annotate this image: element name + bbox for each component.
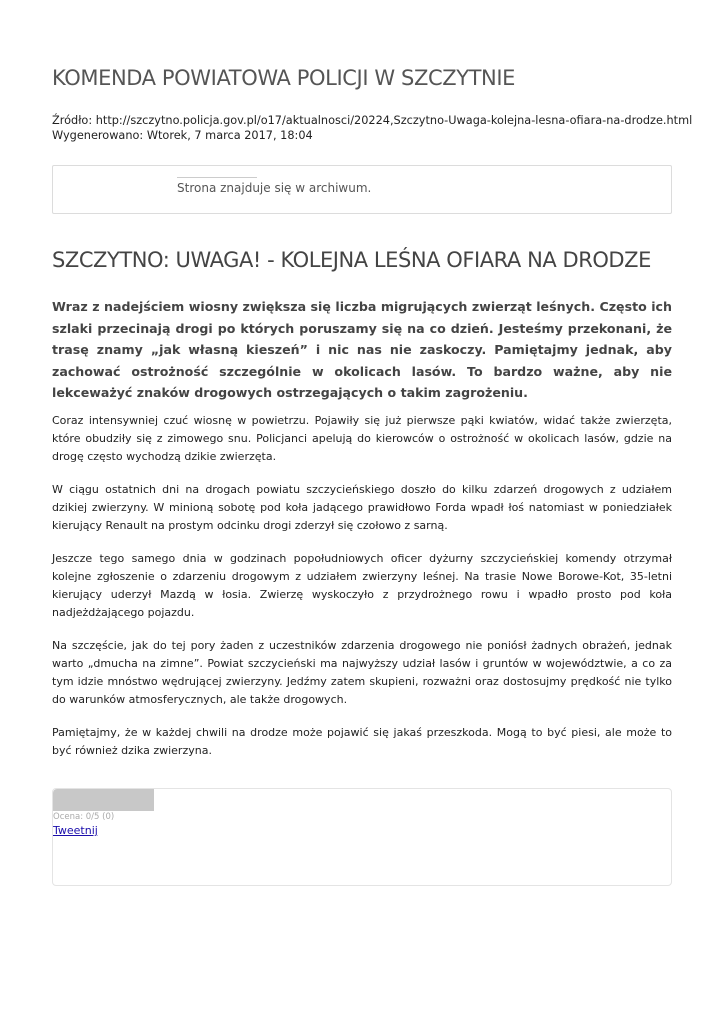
archive-notice-box <box>52 165 672 214</box>
article-paragraph: Na szczęście, jak do tej pory żaden z uczestników zdarzenia drogowego nie poniósł żadnych obrażeń, jednak warto „dmucha na zimne”. Powiat szczycieński ma najwyższy udział lasów i gruntów w województwie, a co za tym idzie mnóstwo wędrującej zwierzyny. Jedźmy zatem skupieni, rozważni oraz dostosujmy prędkość nie tylko do warunków atmosferycznych, ale także drogowych. <box>52 639 672 706</box>
rating-bar[interactable] <box>53 789 154 811</box>
article-paragraph: Jeszcze tego samego dnia w godzinach popołudniowych oficer dyżurny szczycieńskiej komendy otrzymał kolejne zgłoszenie o zdarzeniu drogowym z udziałem zwierzyny leśnej. Na trasie Nowe Borowe-Kot, 35-letni kierujący uderzył Mazdą w łosia. Zwierzę wyskoczyło z przydrożnego rowu i wpadło prosto pod koła nadjeżdżającego pojazdu. <box>52 552 672 619</box>
article-lead: Wraz z nadejściem wiosny zwiększa się liczba migrujących zwierząt leśnych. Często ich szlaki przecinają drogi po których poruszamy się na co dzień. Jesteśmy przekonani, że trasę znamy „jak własną kieszeń” i nic nas nie zaskoczy. Pamiętajmy jednak, aby zachować ostrożność szczególnie w okolicach lasów. To bardzo ważne, aby nie lekceważyć znaków drogowych ostrzegających o takim zagrożeniu. <box>52 299 672 400</box>
archive-notice: Strona znajduje się w archiwum. <box>177 181 372 195</box>
site-title: KOMENDA POWIATOWA POLICJI W SZCZYTNIE <box>52 66 516 90</box>
source-url: Źródło: http://szczytno.policja.gov.pl/o17/aktualnosci/20224,Szczytno-Uwaga-kolejna-lesna-ofiara-na-drodze.html <box>52 114 693 127</box>
article-paragraph: W ciągu ostatnich dni na drogach powiatu szczycieńskiego doszło do kilku zdarzeń drogowych z udziałem dzikiej zwierzyny. W minioną sobotę pod koła jadącego prawidłowo Forda wpadł łoś natomiast w poniedziałek kierujący Renault na prostym odcinku drogi zderzył się czołowo z sarną. <box>52 483 672 532</box>
archive-divider <box>177 177 257 178</box>
rating-box <box>52 788 672 886</box>
article-body <box>52 412 672 775</box>
print-metadata <box>52 113 692 143</box>
generated-date: Wygenerowano: Wtorek, 7 marca 2017, 18:04 <box>52 129 313 142</box>
article-paragraph: Coraz intensywniej czuć wiosnę w powietrzu. Pojawiły się już pierwsze pąki kwiatów, widać także zwierzęta, które obudziły się z zimowego snu. Policjanci apelują do kierowców o ostrożność w okolicach lasów, gdzie na drogę często wychodzą dzikie zwierzęta. <box>52 414 672 463</box>
rating-text: Ocena: 0/5 (0) <box>53 812 115 822</box>
tweet-link[interactable]: Tweetnij <box>53 824 98 837</box>
article-title: SZCZYTNO: UWAGA! - KOLEJNA LEŚNA OFIARA NA DRODZE <box>52 248 651 272</box>
article-paragraph: Pamiętajmy, że w każdej chwili na drodze może pojawić się jakaś przeszkoda. Mogą to być piesi, ale może to być również dzika zwierzyna. <box>52 726 672 757</box>
